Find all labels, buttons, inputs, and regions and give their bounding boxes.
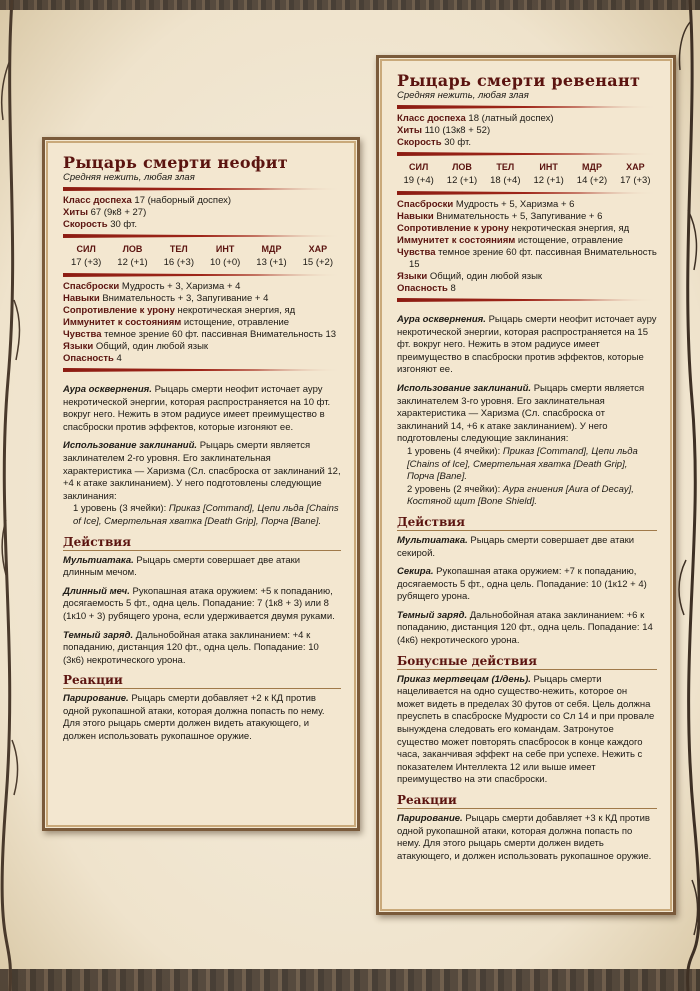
hit-points: Хиты 67 (9к8 + 27) [63, 207, 147, 218]
monster-type: Средняя нежить, любая злая [63, 172, 195, 183]
ability-scores [397, 160, 657, 188]
ability-scores [63, 242, 341, 270]
ability-value: 15 (+2) [302, 257, 333, 268]
speed: Скорость 30 фт. [63, 219, 137, 230]
ability-value: 17 (+3) [620, 175, 651, 186]
trait-aura: Аура осквернения. Рыцарь смерти неофит источает ауру некротической энергии, которая распространяется на 10 фт. вокруг него. Нежить в этом радиусе имеет преимущество в спасброски против эффектов, которые изгоняют ее. [63, 384, 331, 433]
divider [397, 152, 657, 156]
action-dark-bolt: Темный заряд. Дальнобойная атака заклинанием: +4 к попаданию, дистанция 120 фт., одна цель. Попадание: 10 (3к6) некротического урона. [63, 629, 319, 666]
speed: Скорость 30 фт. [397, 137, 471, 148]
damage-resistances: Сопротивление к урону некротическая энергия, яд [63, 305, 296, 316]
ability-name: СИЛ [409, 162, 429, 172]
ability-name: ЛОВ [122, 244, 143, 254]
ability-value: 13 (+1) [256, 257, 287, 268]
action-multiattack: Мультиатака. Рыцарь смерти совершает две атаки секирой. [397, 534, 635, 559]
languages: Языки Общий, один любой язык [63, 341, 209, 352]
challenge: Опасность 8 [397, 283, 456, 294]
ability-name: МДР [261, 244, 282, 254]
ability-name: СИЛ [76, 244, 96, 254]
ability-value: 12 (+1) [117, 257, 148, 268]
ability-name: ИНТ [215, 244, 235, 254]
ability-value: 19 (+4) [403, 175, 434, 186]
ability-value: 10 (+0) [209, 257, 241, 268]
vine-border-right-icon [672, 0, 700, 991]
action-multiattack: Мультиатака. Рыцарь смерти совершает две атаки длинным мечом. [63, 554, 301, 579]
bonus-command-undead: Приказ мертвецам (1/день). Рыцарь смерти нацеливается на одно существо-нежить, которое он может видеть в пределах 30 футов от себя. Цель должна преуспеть в спасброске Мудрости со Сл 14 и при провале вынуждена следовать его командам. Затронутое существо может повторять спасбросок в конце каждого часа, заканчивая эффект на себе при успехе. Нежить с показателем Интеллекта 12 или выше имеет преимущество на эти спасброски. [397, 673, 655, 786]
damage-resistances: Сопротивление к урону некротическая энергия, яд [397, 223, 630, 234]
divider [397, 105, 657, 109]
trait-spellcasting: Использование заклинаний. Рыцарь смерти является заклинателем 3-го уровня. Его заклинательная характеристика — Харизма (Сл. спасброска от заклинаний 14, +6 к атаке заклинанием). У него подготовлены следующие заклинания: 1 уровень (4 ячейки): Приказ [Command], Цепи льда [Chains of Ice], Смертельная хватка [Death Grip], Порча [Bane]. 2 уровень (2 ячейки): Аура гниения [Aura of Decay], Костяной щит [Bone Shield]. [397, 383, 657, 509]
saving-throws: Спасброски Мудрость + 3, Харизма + 4 [63, 281, 241, 292]
ability-name: ХАР [308, 244, 328, 254]
ability-value: 17 (+3) [70, 257, 102, 268]
spell-level-1: 1 уровень (4 ячейки): Приказ [Command], Цепи льда [Chains of Ice], Смертельная хватка [Death Grip], Порча [Bane]. [407, 445, 638, 483]
senses: Чувства темное зрение 60 фт. пассивная Внимательность 13 [63, 329, 337, 340]
ability-value: 12 (+1) [446, 175, 478, 186]
spell-level-2: 2 уровень (2 ячейки): Аура гниения [Aura of Decay], Костяной щит [Bone Shield]. [407, 483, 634, 508]
actions-header: Действия [397, 515, 657, 531]
vine-border-left-icon [0, 0, 24, 991]
ability-name: ТЕЛ [169, 244, 188, 254]
reaction-parry: Парирование. Рыцарь смерти добавляет +3 к КД против одной рукопашной атаки, которая должна попасть по нему. Для этого рыцарь смерти должен видеть атакующего, и должен использовать рукопашное оружие. [397, 813, 652, 862]
monster-name: Рыцарь смерти ревенант [397, 71, 641, 90]
trait-aura: Аура осквернения. Рыцарь смерти неофит источает ауру некротической энергии, которая распространяется на 15 фт. вокруг него. Нежить в этом радиусе имеет преимущество в спасброски против эффектов, которые изгоняют ее. [397, 314, 657, 376]
actions-header: Действия [63, 535, 341, 551]
ability-name: ИНТ [539, 162, 558, 172]
ability-value: 12 (+1) [533, 175, 564, 186]
trait-spellcasting: Использование заклинаний. Рыцарь смерти является заклинателем 2-го уровня. Его заклинательная характеристика — Харизма (Сл. спасброска от заклинаний 12, +4 к атаке заклинанием). У него подготовлены следующие заклинания: 1 уровень (3 ячейки): Приказ [Command], Цепи льда [Chains of Ice], Смертельная хватка [Death Grip], Порча [Bane]. [63, 440, 341, 527]
divider [397, 191, 657, 195]
reactions-header: Реакции [63, 673, 341, 689]
hit-points: Хиты 110 (13к8 + 52) [397, 125, 491, 136]
ability-name: ЛОВ [452, 162, 472, 172]
armor-class: Класс доспеха 17 (наборный доспех) [63, 195, 232, 206]
ability-name: ТЕЛ [496, 162, 515, 172]
skills: Навыки Внимательность + 3, Запугивание + 4 [63, 293, 269, 304]
spell-level-1: 1 уровень (3 ячейки): Приказ [Command], Цепи льда [Chains of Ice], Смертельная хватка [Death Grip], Порча [Bane]. [73, 503, 339, 527]
condition-immunities: Иммунитет к состояниям истощение, отравление [397, 235, 624, 246]
divider [63, 368, 341, 372]
monster-type: Средняя нежить, любая злая [397, 90, 529, 101]
torn-edge-bottom [0, 969, 700, 991]
challenge: Опасность 4 [63, 353, 122, 364]
armor-class: Класс доспеха 18 (латный доспех) [397, 113, 554, 124]
ability-value: 16 (+3) [163, 257, 194, 268]
divider [63, 187, 341, 191]
ability-value: 14 (+2) [576, 175, 608, 186]
reactions-header: Реакции [397, 793, 657, 809]
divider [63, 273, 341, 277]
ability-name: МДР [582, 162, 602, 172]
action-dark-bolt: Темный заряд. Дальнобойная атака заклинанием: +6 к попаданию, дистанция 120 фт., одна цель. Попадание: 14 (4к6) некротического урона. [397, 609, 653, 647]
torn-edge-top [0, 0, 700, 10]
bonus-actions-header: Бонусные действия [397, 654, 657, 670]
action-battleaxe: Секира. Рукопашная атака оружием: +7 к попаданию, досягаемость 5 фт., одна цель. Попадание: 10 (1к12 + 4) рубящего урона. [397, 566, 647, 603]
monster-name: Рыцарь смерти неофит [63, 153, 289, 172]
ability-value: 18 (+4) [490, 175, 521, 186]
ability-name: ХАР [626, 162, 645, 172]
saving-throws: Спасброски Мудрость + 5, Харизма + 6 [397, 199, 575, 210]
languages: Языки Общий, один любой язык [397, 271, 543, 282]
divider [63, 234, 341, 238]
divider [397, 298, 657, 302]
condition-immunities: Иммунитет к состояниям истощение, отравление [63, 317, 290, 328]
senses: Чувства темное зрение 60 фт. пассивная Внимательность 15 [397, 247, 657, 270]
action-longsword: Длинный меч. Рукопашная атака оружием: +5 к попаданию, досягаемость 5 фт., одна цель. Попадание: 7 (1к8 + 3) или 8 (1к10 + 3) рубящего урона, если удерживается двумя руками. [63, 585, 335, 622]
skills: Навыки Внимательность + 5, Запугивание + 6 [397, 211, 603, 222]
statblock-neophyte [42, 137, 360, 831]
statblock-revenant [376, 55, 676, 915]
reaction-parry: Парирование. Рыцарь смерти добавляет +2 к КД против одной рукопашной атаки, которая должна попасть по нему. Для этого рыцарь смерти должен видеть атакующего, и должен использовать рукопашное оружие. [63, 693, 325, 743]
